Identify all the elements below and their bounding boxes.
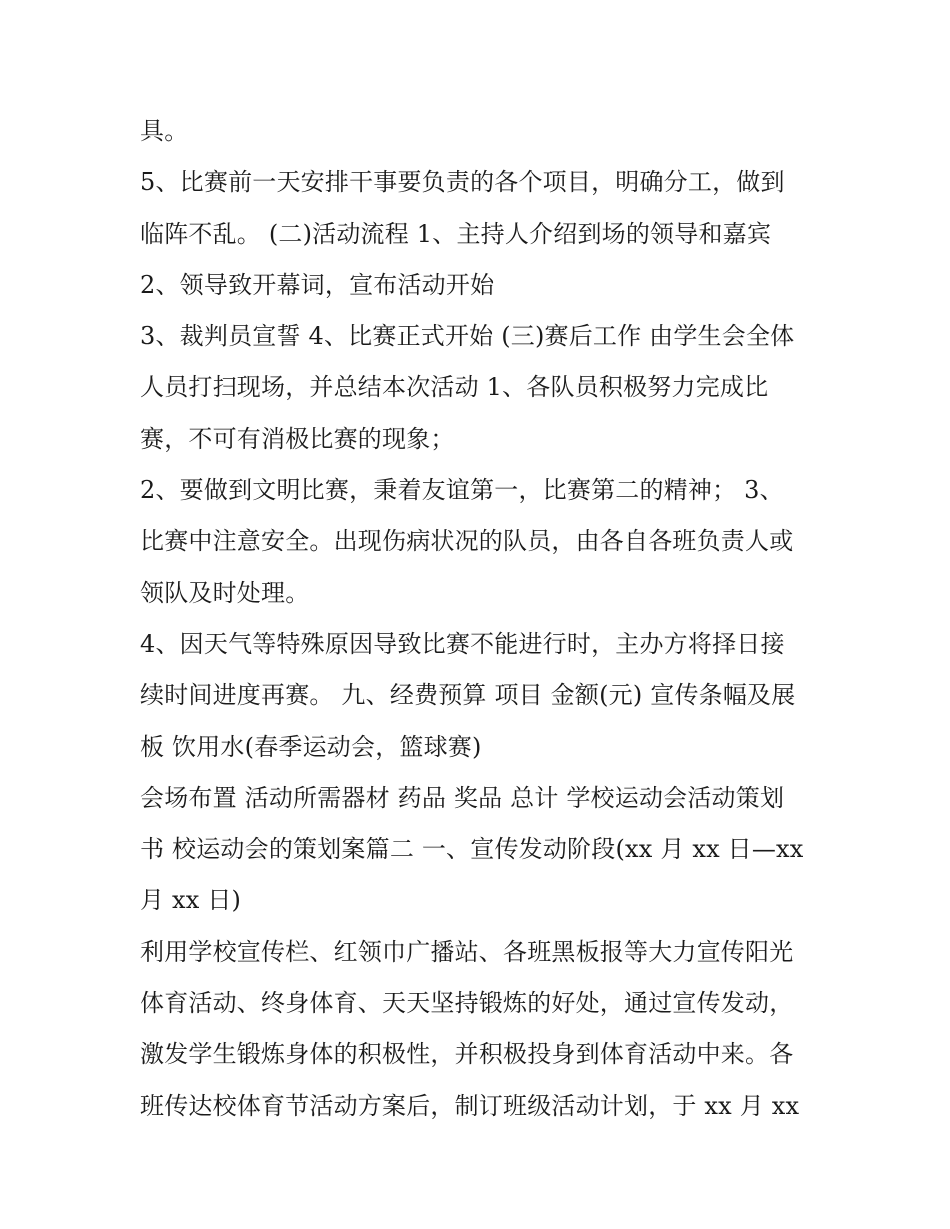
text-line: 3、裁判员宣誓 4、比赛正式开始 (三)赛后工作 由学生会全体: [140, 322, 795, 351]
text-line: 板 饮用水(春季运动会，篮球赛): [140, 732, 482, 761]
text-line: 月 xx 日): [140, 886, 242, 915]
text-line: 会场布置 活动所需器材 药品 奖品 总计 学校运动会活动策划: [140, 783, 785, 812]
text-line: 利用学校宣传栏、红领巾广播站、各班黑板报等大力宣传阳光: [140, 937, 794, 966]
text-line: 2、要做到文明比赛，秉着友谊第一，比赛第二的精神； 3、: [140, 476, 784, 505]
text-line: 人员打扫现场，并总结本次活动 1、各队员积极努力完成比: [140, 373, 769, 402]
text-line: 班传达校体育节活动方案后，制订班级活动计划，于 xx 月 xx: [140, 1091, 800, 1120]
text-line: 赛，不可有消极比赛的现象；: [140, 424, 455, 453]
text-line: 书 校运动会的策划案篇二 一、宣传发动阶段(xx 月 xx 日—xx: [140, 835, 804, 864]
body-text: [140, 106, 820, 1132]
text-line: 比赛中注意安全。出现伤病状况的队员，由各自各班负责人或: [140, 527, 794, 556]
text-line: 具。: [140, 117, 189, 145]
text-line: 续时间进度再赛。 九、经费预算 项目 金额(元) 宣传条幅及展: [140, 681, 796, 710]
text-line: 领队及时处理。: [140, 578, 310, 607]
text-line: 4、因天气等特殊原因导致比赛不能进行时，主办方将择日接: [140, 629, 785, 658]
text-line: 临阵不乱。 (二)活动流程 1、主持人介绍到场的领导和嘉宾: [140, 219, 772, 248]
text-line: 5、比赛前一天安排干事要负责的各个项目，明确分工，做到: [140, 168, 785, 197]
text-line: 体育活动、终身体育、天天坚持锻炼的好处，通过宣传发动，: [140, 989, 794, 1018]
text-line: 2、领导致开幕词，宣布活动开始: [140, 270, 495, 299]
text-line: 激发学生锻炼身体的积极性，并积极投身到体育活动中来。各: [140, 1040, 794, 1069]
